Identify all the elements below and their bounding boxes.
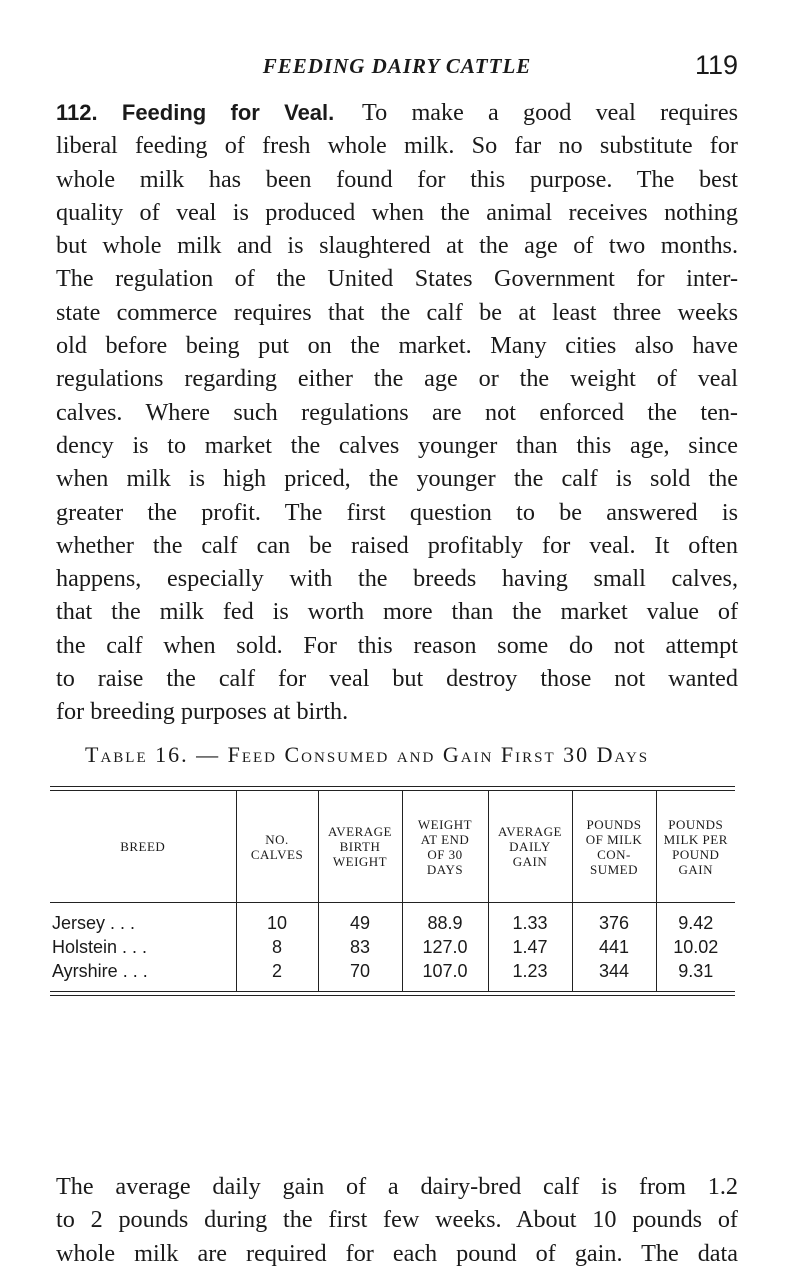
cell-daily-gain: 1.47	[488, 935, 572, 959]
cell-calves: 10	[236, 911, 318, 935]
paragraph-line: happens, especially with the breeds having small calves,	[56, 565, 738, 593]
page-number: 119	[694, 50, 738, 80]
paragraph-line: The regulation of the United States Government for inter-	[56, 265, 738, 293]
cell-breed: Jersey . . .	[52, 913, 136, 933]
header-milk-consumed: POUNDS OF MILK CON- SUMED	[572, 791, 656, 903]
paragraph-line: calves. Where such regulations are not enforced the ten-	[56, 398, 738, 426]
cell-milk-per-gain: 9.42	[656, 911, 735, 935]
table-row	[50, 935, 735, 959]
cell-breed: Ayrshire . . .	[52, 961, 148, 981]
header-breed: BREED	[120, 839, 166, 854]
paragraph-line: to raise the calf for veal but destroy those not wanted	[56, 665, 738, 693]
table-header-row	[50, 791, 735, 903]
table-top-rule	[50, 786, 735, 787]
paragraph-line: to 2 pounds during the first few weeks. About 10 pounds of	[56, 1206, 738, 1234]
running-head	[56, 50, 738, 90]
header-calves: NO. CALVES	[236, 791, 318, 903]
running-head-title: FEEDING DAIRY CATTLE	[262, 54, 532, 78]
closing-paragraph	[56, 1170, 738, 1270]
header-birth-weight: AVERAGE BIRTH WEIGHT	[318, 791, 402, 903]
cell-milk-per-gain: 9.31	[656, 959, 735, 983]
paragraph-line: dency is to market the calves younger than this age, since	[56, 431, 738, 459]
header-daily-gain: AVERAGE DAILY GAIN	[488, 791, 572, 903]
header-weight-end: WEIGHT AT END OF 30 DAYS	[402, 791, 488, 903]
paragraph-line: regulations regarding either the age or the weight of veal	[56, 365, 738, 393]
paragraph-line: whole milk has been found for this purpose. The best	[56, 165, 738, 193]
paragraph-line: but whole milk and is slaughtered at the age of two months.	[56, 232, 738, 260]
cell-weight-end: 107.0	[402, 959, 488, 983]
cell-birth-weight: 70	[318, 959, 402, 983]
section-heading: 112. Feeding for Veal.	[56, 100, 335, 125]
paragraph-line: state commerce requires that the calf be at least three weeks	[56, 298, 738, 326]
cell-daily-gain: 1.23	[488, 959, 572, 983]
paragraph-line: quality of veal is produced when the animal receives nothing	[56, 198, 738, 226]
cell-birth-weight: 83	[318, 935, 402, 959]
cell-weight-end: 88.9	[402, 911, 488, 935]
paragraph-line: that the milk fed is worth more than the market value of	[56, 598, 738, 626]
cell-calves: 8	[236, 935, 318, 959]
data-table	[50, 786, 735, 996]
cell-birth-weight: 49	[318, 911, 402, 935]
table-row	[50, 911, 735, 935]
cell-milk: 344	[572, 959, 656, 983]
paragraph-line: The average daily gain of a dairy-bred calf is from 1.2	[56, 1173, 738, 1200]
section-paragraph	[56, 96, 738, 729]
cell-milk: 441	[572, 935, 656, 959]
paragraph-line: whole milk are required for each pound of gain. The data	[56, 1239, 738, 1267]
paragraph-line: liberal feeding of fresh whole milk. So far no substitute for	[56, 132, 738, 160]
paragraph-line: old before being put on the market. Many cities also have	[56, 332, 738, 360]
cell-daily-gain: 1.33	[488, 911, 572, 935]
paragraph-line: when milk is high priced, the younger the calf is sold the	[56, 465, 738, 493]
table-row	[50, 959, 735, 983]
table-caption: Table 16. — Feed Consumed and Gain First 30 Days	[85, 742, 650, 767]
cell-breed: Holstein . . .	[52, 937, 148, 957]
cell-weight-end: 127.0	[402, 935, 488, 959]
paragraph-line: greater the profit. The first question to be answered is	[56, 498, 738, 526]
table-bottom-rule	[50, 995, 735, 996]
paragraph-line: for breeding purposes at birth.	[56, 698, 349, 726]
table-bottom-rule	[50, 991, 735, 992]
header-milk-per-gain: POUNDS MILK PER POUND GAIN	[656, 791, 735, 903]
cell-calves: 2	[236, 959, 318, 983]
paragraph-line: 112. Feeding for Veal. To make a good veal requires	[56, 99, 738, 126]
cell-milk-per-gain: 10.02	[656, 935, 735, 959]
cell-milk: 376	[572, 911, 656, 935]
paragraph-line: the calf when sold. For this reason some do not attempt	[56, 631, 738, 659]
paragraph-line: whether the calf can be raised profitably for veal. It often	[56, 531, 738, 559]
